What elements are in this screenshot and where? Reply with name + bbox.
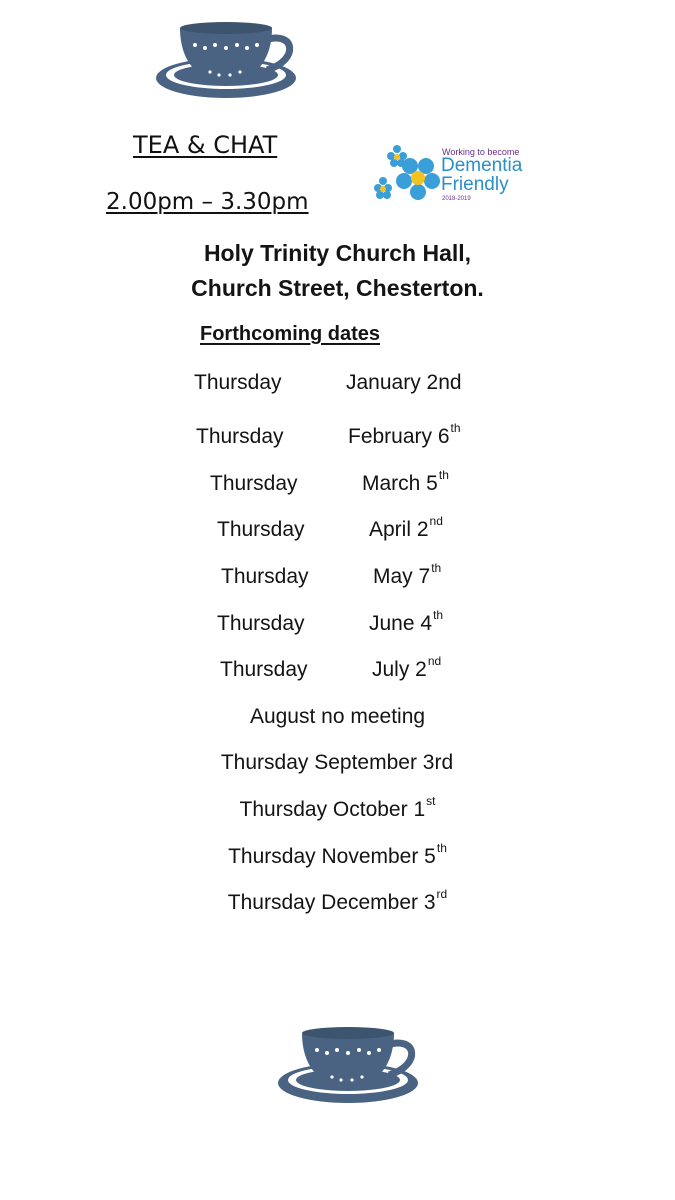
logo-word-friendly: Friendly [441,174,509,195]
logo-tagline: Working to become [442,147,520,157]
date-value: May 7th [373,561,442,588]
logo-word-dementia: Dementia [441,155,523,176]
date-day: Thursday [194,371,282,394]
date-value: April 2nd [369,514,443,541]
date-value: February 6th [348,421,461,448]
date-day: Thursday [221,565,309,588]
venue-line-2: Church Street, Chesterton. [191,275,484,301]
date-row: Thursday December 3rd [227,887,448,914]
date-row: Thursday November 5th [228,841,447,868]
event-time: 2.00pm – 3.30pm [106,189,309,215]
date-value: January 2nd [346,371,462,394]
date-row: Thursday September 3rd [220,751,454,774]
date-day: Thursday [217,518,305,541]
august-note: August no meeting [249,705,426,728]
logo-year: 2018-2019 [442,196,471,202]
date-row: Thursday October 1st [239,794,436,821]
dates-heading: Forthcoming dates [200,323,381,345]
teacup-icon [277,1025,419,1110]
date-value: March 5th [362,468,449,495]
date-value: June 4th [369,608,444,635]
date-day: Thursday [210,472,298,495]
date-day: Thursday [196,425,284,448]
date-day: Thursday [217,612,305,635]
forget-me-not-icon [370,140,440,210]
venue-line-1: Holy Trinity Church Hall, [203,240,472,266]
date-day: Thursday [220,658,308,681]
event-title: TEA & CHAT [133,131,278,159]
teacup-icon [155,20,297,105]
date-value: July 2nd [372,654,442,681]
